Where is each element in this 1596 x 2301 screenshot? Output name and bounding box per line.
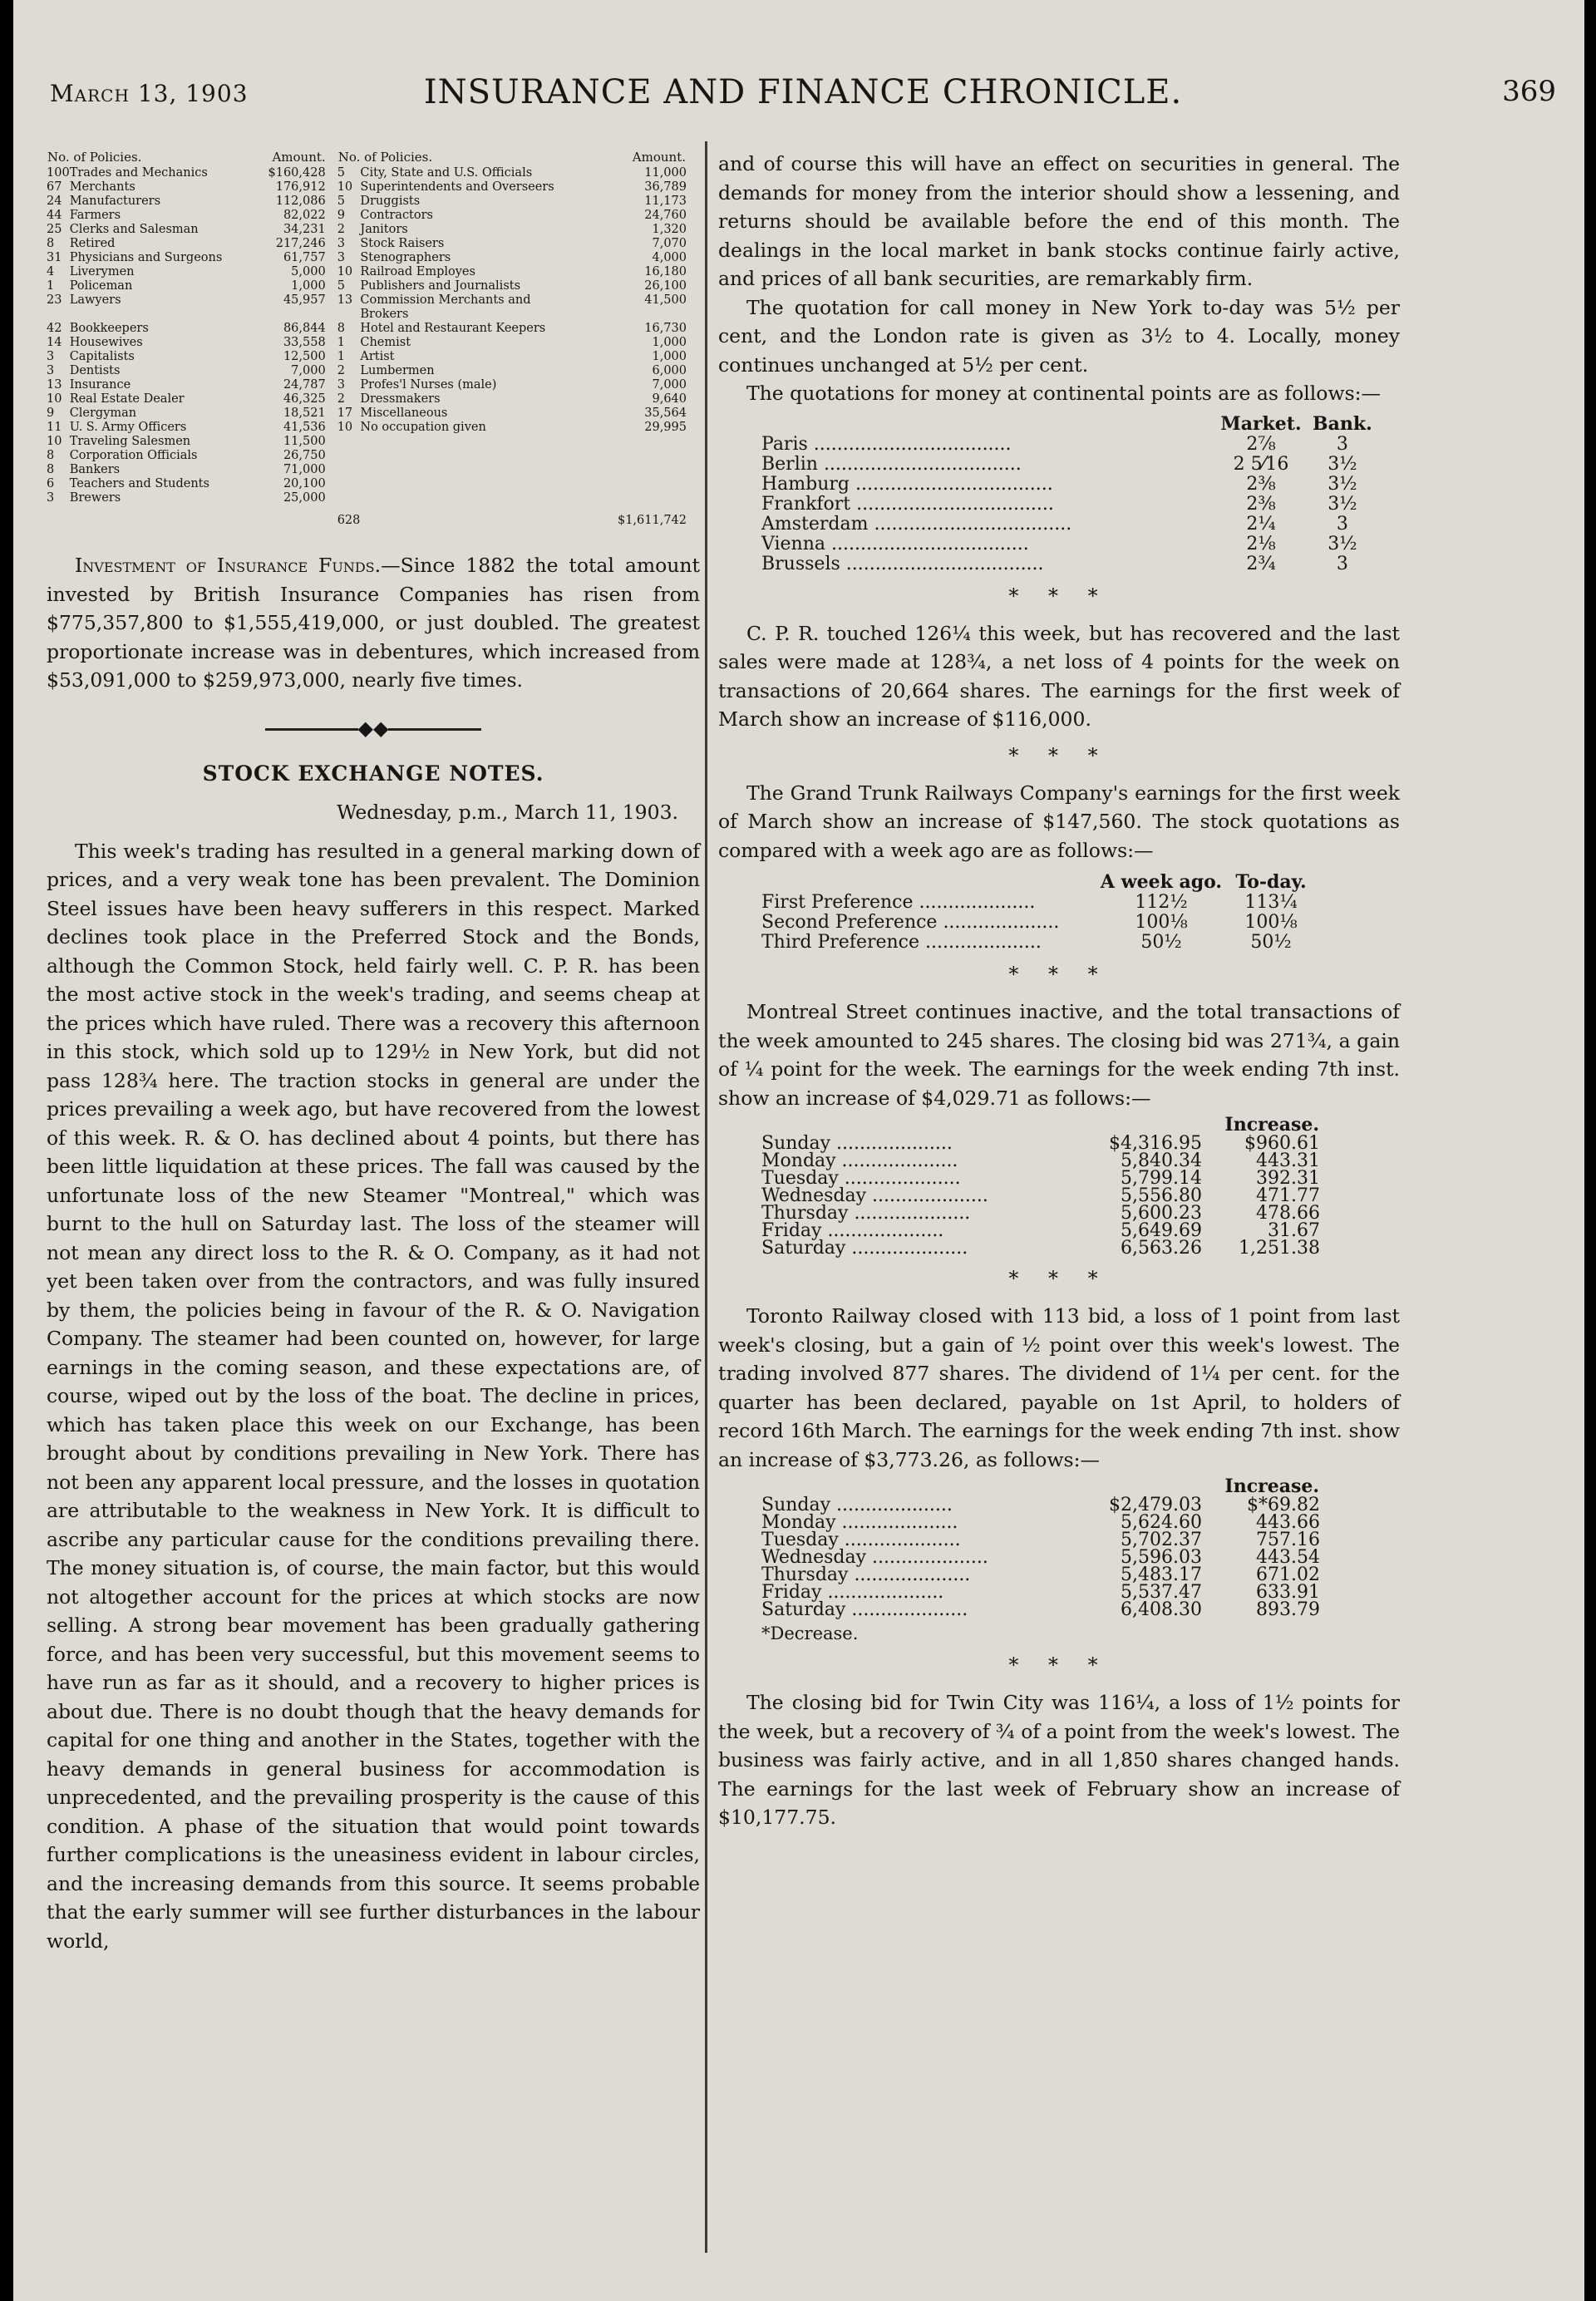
para-call-money: The quotation for call money in New York to-day was 5½ per cent, and the London rate is given as 3½ to 4. Locally, money continues unchanged at 5½ per cent. [718, 295, 1400, 377]
grand-trunk-table [761, 871, 1313, 953]
page [13, 0, 1584, 2301]
policy-amount: 35,564 [644, 406, 687, 420]
policy-count: 3 [337, 237, 345, 250]
row-value: 5,649.69 [1121, 1220, 1202, 1241]
occupation-row [47, 449, 687, 463]
row-label: Friday .................... [761, 1582, 944, 1603]
policy-count: 11 [47, 421, 62, 434]
policy-count: 1 [47, 279, 55, 293]
policy-count: 13 [337, 293, 353, 307]
policy-count: 8 [47, 463, 55, 476]
occupation-name: Liverymen [69, 265, 135, 278]
policy-amount: 71,000 [283, 463, 326, 476]
row-value: 5,799.14 [1121, 1168, 1202, 1189]
policy-count: 1 [337, 336, 345, 349]
occupations-table [47, 150, 687, 528]
policy-amount: 24,760 [644, 209, 687, 222]
row-label: Sunday .................... [761, 1133, 953, 1154]
row-label: Tuesday .................... [761, 1530, 961, 1550]
policy-count: 13 [47, 378, 62, 392]
policy-amount: $160,428 [268, 166, 326, 180]
rate-row [761, 535, 1373, 554]
policy-count: 1 [337, 350, 345, 363]
row-value: 31.67 [1268, 1220, 1320, 1241]
policy-amount: 7,000 [652, 378, 687, 392]
policy-amount: 61,757 [283, 251, 326, 264]
earnings-row [761, 1152, 1320, 1170]
row-label: Hamburg .................................. [761, 473, 1053, 495]
row-label: Berlin .................................. [761, 453, 1022, 475]
row-label: Amsterdam .................................. [761, 513, 1072, 535]
occupation-name: Dentists [69, 364, 121, 377]
policy-count: 10 [337, 180, 353, 194]
occupation-row [47, 336, 687, 350]
row-value: 3 [1336, 513, 1348, 535]
row-label: Saturday .................... [761, 1599, 968, 1620]
occupation-name: Traveling Salesmen [69, 435, 191, 448]
occupation-row [47, 293, 687, 322]
policy-count: 5 [337, 279, 345, 293]
row-value: $*69.82 [1247, 1495, 1320, 1515]
row-value: 6,563.26 [1121, 1238, 1202, 1259]
occupation-row [47, 421, 687, 435]
occupation-row [47, 195, 687, 209]
policy-count: 5 [337, 195, 345, 208]
earnings-row [761, 1135, 1320, 1152]
occupation-row [47, 463, 687, 477]
row-value: 3½ [1328, 533, 1357, 554]
quotation-row [761, 913, 1313, 933]
row-value: 1,251.38 [1239, 1238, 1320, 1259]
policy-amount: 26,100 [644, 279, 687, 293]
occupation-name: City, State and U.S. Officials [360, 166, 533, 180]
occupation-name: U. S. Army Officers [69, 421, 187, 434]
policy-count: 25 [47, 223, 62, 236]
notes-body: This week's trading has resulted in a general marking down of prices, and a very weak tone has been prevalent. The Dominion Steel issues have been heavy sufferers in this respect. Marked declines took place in the Preferred Stock and the Bonds, although the Common Stock, held fairly well. C. P. R. has been the most active stock in the week's trading, and seems cheap at the prices which have ruled. There was a recovery this afternoon in this stock, which sold up to 129½ in New York, but did not pass 128¾ here. The traction stocks in general are under the prices prevailing a week ago, but have recovered from the lowest of this week. R. & O. has declined about 4 points, but there has been little liquidation at these prices. The fall was caused by the unfortunate loss of the new Steamer "Montreal," which was burnt to the hull on Saturday last. The loss of the steamer will not mean any direct loss to the R. & O. Company, as it had not yet been taken over from the contractors, and was fully insured by them, the policies being in favour of the R. & O. Navigation Company. The steamer had been counted on, however, for large earnings in the coming season, and these expectations are, of course, wiped out by the loss of the boat. The decline in prices, which has taken place this week on our Exchange, has been brought about by conditions prevailing in New York. There has not been any apparent local pressure, and the losses in quotation are attributable to the weakness in New York. It is difficult to ascribe any particular cause for the conditions prevailing there. The money situation is, of course, the main factor, but this would not altogether account for the prices at which stocks are now selling. A strong bear movement has been gradually gathering force, and has been very successful, but this movement seems to have run as far as it should, and a recovery to higher prices is about due. There is no doubt though that the heavy demands for capital for one thing and another in the States, together with the heavy demands in general business for accommodation is unprecedented, and the prevailing prosperity is the cause of this condition. A phase of the situation that would point towards further complications is the uneasiness evident in labour circles, and the increasing demands from this source. It seems probable that the early summer will see further disturbances in the labour world, [47, 839, 700, 1953]
occupation-name: Real Estate Dealer [69, 392, 185, 406]
occupation-name: Lumbermen [360, 364, 435, 377]
occupation-name: Corporation Officials [69, 449, 198, 462]
policy-count: 2 [337, 223, 345, 236]
row-value: 2⅛ [1246, 533, 1276, 554]
row-value: 893.79 [1256, 1599, 1320, 1620]
gt-head-today: To-day. [1235, 871, 1307, 893]
row-value: 471.77 [1256, 1185, 1320, 1206]
occupation-name: Bankers [69, 463, 121, 476]
occ-head-count: No. of Policies. [47, 150, 142, 165]
policy-count: 100 [47, 166, 70, 180]
policy-count: 31 [47, 251, 62, 264]
row-value: 5,702.37 [1121, 1530, 1202, 1550]
occupation-name: Brewers [69, 491, 121, 505]
running-header [50, 70, 1556, 116]
policy-amount: 34,231 [283, 223, 326, 236]
policy-amount: 20,100 [283, 477, 326, 490]
occupation-name: Chemist [360, 336, 411, 349]
occupation-row [47, 435, 687, 449]
tr-head-increase: Increase. [1224, 1476, 1319, 1497]
occupation-name: Publishers and Journalists [360, 279, 521, 293]
policy-amount: 29,995 [644, 421, 687, 434]
policy-amount: 12,500 [283, 350, 326, 363]
occupation-name: Housewives [69, 336, 143, 349]
policy-count: 2 [337, 392, 345, 406]
row-value: $2,479.03 [1109, 1495, 1202, 1515]
row-value: 5,624.60 [1121, 1512, 1202, 1533]
row-value: 633.91 [1256, 1582, 1320, 1603]
decrease-note: *Decrease. [761, 1624, 859, 1643]
occupation-total-row [47, 505, 687, 528]
occupation-row [47, 491, 687, 505]
row-value: 2 5⁄16 [1233, 453, 1289, 475]
occupation-name: Policeman [69, 279, 133, 293]
policy-count: 9 [337, 209, 345, 222]
policy-amount: 217,246 [275, 237, 326, 250]
row-label: Sunday .................... [761, 1495, 953, 1515]
policy-count: 10 [337, 421, 353, 434]
policy-count: 3 [47, 350, 55, 363]
row-value: 3½ [1328, 493, 1357, 515]
section-ornament: ◆◆ [47, 717, 700, 740]
occupation-name: Capitalists [69, 350, 135, 363]
policy-count: 8 [337, 322, 345, 335]
occupation-name: Physicians and Surgeons [69, 251, 223, 264]
para-montreal-street: Montreal Street continues inactive, and the total transactions of the week amounted to 245 shares. The closing bid was 271¾, a gain of ¼ point for the week. The earnings for the week ending 7th inst. show an increase of $4,029.71 as follows:— [718, 1000, 1400, 1110]
page-number: 369 [1502, 75, 1556, 108]
row-value: 443.66 [1256, 1512, 1320, 1533]
row-value: 2⅜ [1246, 473, 1276, 495]
policy-amount: 1,000 [291, 279, 326, 293]
occupation-name: Retired [69, 237, 116, 250]
occupation-name: Dressmakers [360, 392, 441, 406]
row-value: 100⅛ [1135, 912, 1188, 933]
occupation-name: Miscellaneous [360, 406, 448, 420]
policy-count: 3 [337, 378, 345, 392]
journal-title: INSURANCE AND FINANCE CHRONICLE. [423, 73, 1183, 111]
section-heading: STOCK EXCHANGE NOTES. [202, 761, 544, 786]
row-label: Vienna .................................. [761, 533, 1029, 554]
occupation-name: Insurance [69, 378, 131, 392]
occ-head-count-2: No. of Policies. [337, 150, 433, 165]
row-value: 5,483.17 [1121, 1564, 1202, 1585]
row-value: 2¾ [1246, 553, 1276, 574]
rate-row [761, 495, 1373, 515]
policy-count: 5 [337, 166, 345, 180]
occupation-row [47, 237, 687, 251]
separator-stars: * * * [1008, 743, 1110, 767]
earnings-row [761, 1514, 1320, 1531]
occupation-row [47, 378, 687, 392]
rate-row [761, 554, 1373, 574]
row-value: 100⅛ [1244, 912, 1298, 933]
policy-amount: 9,640 [652, 392, 687, 406]
policy-amount: 11,000 [644, 166, 687, 180]
policy-amount: 4,000 [652, 251, 687, 264]
policy-amount: 26,750 [283, 449, 326, 462]
para-grand-trunk: The Grand Trunk Railways Company's earnings for the first week of March show an increase of $147,560. The stock quotations as compared with a week ago are as follows:— [718, 781, 1400, 862]
row-value: 2⅜ [1246, 493, 1276, 515]
row-value: 2¼ [1246, 513, 1276, 535]
occupation-name: Teachers and Students [69, 477, 209, 490]
policy-count: 10 [337, 265, 353, 278]
occupation-name: Merchants [69, 180, 135, 194]
separator-stars: * * * [1008, 1267, 1110, 1290]
occupation-name: Clerks and Salesman [69, 223, 199, 236]
row-label: Wednesday .................... [761, 1185, 988, 1206]
policy-amount: 6,000 [652, 364, 687, 377]
occupation-row [47, 166, 687, 180]
right-column [718, 150, 1400, 1832]
occupation-name: Lawyers [69, 293, 121, 307]
policy-amount: 18,521 [283, 406, 326, 420]
earnings-row [761, 1496, 1320, 1514]
row-value: $960.61 [1244, 1133, 1320, 1154]
policy-count: 9 [47, 406, 55, 420]
row-value: 3 [1336, 433, 1348, 455]
rates-head-bank: Bank. [1313, 412, 1372, 435]
occupation-row [47, 251, 687, 265]
total-count: 628 [337, 514, 361, 527]
dateline: Wednesday, p.m., March 11, 1903. [337, 800, 678, 824]
total-amount: $1,611,742 [617, 514, 687, 527]
row-value: 50½ [1250, 932, 1292, 953]
policy-amount: 41,536 [283, 421, 326, 434]
occupation-name: Farmers [69, 209, 121, 222]
policy-amount: 86,844 [283, 322, 326, 335]
occupation-name: Clergyman [69, 406, 137, 420]
occupation-row [47, 209, 687, 223]
policy-amount: 41,500 [644, 293, 687, 307]
issue-date: March 13, 1903 [50, 80, 249, 107]
row-value: 6,408.30 [1121, 1599, 1202, 1620]
policy-count: 17 [337, 406, 353, 420]
para-twin-city: The closing bid for Twin City was 116¼, a loss of 1½ points for the week, but a recovery of ¾ of a point from the week's lowest. The business was fairly active, and in all 1,850 shares changed hands. The earnings for the last week of February show an increase of $10,177.75. [718, 1691, 1400, 1829]
occupation-row [47, 279, 687, 293]
occupation-name: Profes'l Nurses (male) [360, 378, 497, 392]
policy-amount: 36,789 [644, 180, 687, 194]
montreal-street-earnings-table [761, 1116, 1320, 1257]
row-label: Wednesday .................... [761, 1547, 988, 1568]
row-label: Thursday .................... [761, 1203, 971, 1224]
occupation-name: Manufacturers [69, 195, 161, 208]
policy-amount: 16,180 [644, 265, 687, 278]
rate-row [761, 435, 1373, 455]
gt-head-week-ago: A week ago. [1100, 871, 1223, 893]
row-value: 478.66 [1256, 1203, 1320, 1224]
earnings-row [761, 1601, 1320, 1619]
rate-row [761, 455, 1373, 475]
row-value: 3½ [1328, 453, 1357, 475]
row-label: Thursday .................... [761, 1564, 971, 1585]
para-cpr: C. P. R. touched 126¼ this week, but has recovered and the last sales were made at 128¾, a net loss of 4 points for the week on transactions of 20,664 shares. The earnings for the first week of March show an increase of $116,000. [718, 621, 1400, 731]
row-label: Paris .................................. [761, 433, 1012, 455]
occupation-name: Contractors [360, 209, 433, 222]
earnings-row [761, 1584, 1320, 1601]
quotation-row [761, 893, 1313, 913]
row-label: First Preference .................... [761, 892, 1036, 913]
occupation-name: Artist [360, 350, 395, 363]
row-value: 113¼ [1244, 892, 1298, 913]
investment-text: —Since 1882 the total amount invested by British Insurance Companies has risen from $775,357,800 to $1,555,419,000, or just doubled. The greatest proportionate increase was in debentures, which increased from $53,091,000 to $259,973,000, nearly five times. [47, 554, 700, 692]
policy-amount: 1,000 [652, 350, 687, 363]
policy-count: 3 [337, 251, 345, 264]
earnings-row [761, 1205, 1320, 1222]
row-value: 3½ [1328, 473, 1357, 495]
policy-count: 3 [47, 491, 55, 505]
earnings-row [761, 1531, 1320, 1549]
row-value: 671.02 [1256, 1564, 1320, 1585]
earnings-row [761, 1222, 1320, 1239]
policy-amount: 5,000 [291, 265, 326, 278]
policy-amount: 7,000 [291, 364, 326, 377]
row-value: 5,840.34 [1121, 1150, 1202, 1171]
investment-paragraph [47, 551, 700, 695]
policy-amount: 16,730 [644, 322, 687, 335]
row-label: Monday .................... [761, 1512, 958, 1533]
separator-stars: * * * [1008, 1653, 1110, 1677]
quotation-row [761, 933, 1313, 953]
policy-count: 10 [47, 392, 62, 406]
earnings-row [761, 1549, 1320, 1566]
policy-count: 23 [47, 293, 62, 307]
row-label: Brussels .................................. [761, 553, 1044, 574]
policy-count: 4 [47, 265, 55, 278]
policy-count: 3 [47, 364, 55, 377]
rate-row [761, 475, 1373, 495]
occ-head-amount: Amount. [272, 150, 326, 165]
policy-amount: 11,500 [283, 435, 326, 448]
row-value: 443.31 [1256, 1150, 1320, 1171]
row-value: 5,556.80 [1121, 1185, 1202, 1206]
policy-amount: 1,320 [652, 223, 687, 236]
row-value: 443.54 [1256, 1547, 1320, 1568]
continental-rates-table [761, 413, 1373, 574]
occupation-row [47, 322, 687, 336]
occupation-row [47, 180, 687, 195]
ms-head-increase: Increase. [1224, 1114, 1319, 1136]
policy-count: 8 [47, 237, 55, 250]
earnings-row [761, 1566, 1320, 1584]
policy-amount: 11,173 [644, 195, 687, 208]
occupation-name: No occupation given [360, 421, 486, 434]
policy-count: 8 [47, 449, 55, 462]
policy-amount: 112,086 [275, 195, 326, 208]
row-label: Third Preference .................... [761, 932, 1042, 953]
policy-amount: 82,022 [283, 209, 326, 222]
policy-count: 67 [47, 180, 62, 194]
row-value: 112½ [1135, 892, 1188, 913]
policy-count: 6 [47, 477, 55, 490]
occupation-name: Hotel and Restaurant Keepers [360, 322, 546, 335]
row-label: Second Preference .................... [761, 912, 1060, 933]
row-label: Monday .................... [761, 1150, 958, 1171]
policy-amount: 45,957 [283, 293, 326, 307]
occupation-name: Stenographers [360, 251, 451, 264]
policy-count: 24 [47, 195, 62, 208]
occupation-name: Druggists [360, 195, 421, 208]
row-label: Friday .................... [761, 1220, 944, 1241]
policy-count: 10 [47, 435, 62, 448]
policy-count: 2 [337, 364, 345, 377]
occupation-name: Bookkeepers [69, 322, 149, 335]
policy-amount: 1,000 [652, 336, 687, 349]
earnings-row [761, 1239, 1320, 1257]
rate-row [761, 515, 1373, 535]
occupation-name: Trades and Mechanics [69, 166, 208, 180]
policy-amount: 46,325 [283, 392, 326, 406]
toronto-railway-earnings-table [761, 1477, 1320, 1619]
row-value: 5,596.03 [1121, 1547, 1202, 1568]
policy-count: 42 [47, 322, 62, 335]
occupation-row [47, 406, 687, 421]
row-label: Frankfort .................................. [761, 493, 1054, 515]
occupation-row [47, 223, 687, 237]
separator-stars: * * * [1008, 963, 1110, 986]
occupation-name: Commission Merchants and Brokers [360, 293, 531, 321]
earnings-row [761, 1187, 1320, 1205]
occupation-name: Superintendents and Overseers [360, 180, 554, 194]
left-column [47, 150, 700, 1955]
investment-lead: Investment of Insurance Funds. [75, 554, 382, 577]
para-continued: and of course this will have an effect on securities in general. The demands for money from the interior should show a lessening, and returns should be available before the end of this month. The dealings in the local market in bank stocks continue fairly active, and prices of all bank securities, are remarkably firm. [718, 152, 1400, 290]
row-value: 5,537.47 [1121, 1582, 1202, 1603]
occupation-row [47, 392, 687, 406]
policy-amount: 25,000 [283, 491, 326, 505]
para-toronto-railway: Toronto Railway closed with 113 bid, a loss of 1 point from last week's closing, but a gain of ½ point over this week's lowest. The trading involved 877 shares. The dividend of 1¼ per cent. for the quarter has been declared, payable on 1st April, to holders of record 16th March. The earnings for the week ending 7th inst. show an increase of $3,773.26, as follows:— [718, 1304, 1400, 1471]
earnings-row [761, 1170, 1320, 1187]
occupation-name: Railroad Employes [360, 265, 475, 278]
rates-head-market: Market. [1220, 412, 1302, 435]
policy-amount: 33,558 [283, 336, 326, 349]
column-rule [705, 141, 707, 2253]
row-value: 392.31 [1256, 1168, 1320, 1189]
occupation-name: Stock Raisers [360, 237, 445, 250]
row-label: Tuesday .................... [761, 1168, 961, 1189]
occupation-row [47, 350, 687, 364]
occupation-row [47, 265, 687, 279]
occ-head-amount-2: Amount. [632, 150, 686, 165]
policy-count: 14 [47, 336, 62, 349]
row-value: 757.16 [1256, 1530, 1320, 1550]
occupation-row [47, 364, 687, 378]
occupation-row [47, 477, 687, 491]
row-value: 2⅞ [1246, 433, 1276, 455]
row-label: Saturday .................... [761, 1238, 968, 1259]
para-continental: The quotations for money at continental points are as follows:— [746, 382, 1382, 405]
occupation-name: Janitors [360, 223, 408, 236]
row-value: 5,600.23 [1121, 1203, 1202, 1224]
row-value: 50½ [1140, 932, 1182, 953]
policy-amount: 176,912 [275, 180, 326, 194]
policy-amount: 24,787 [283, 378, 326, 392]
row-value: $4,316.95 [1109, 1133, 1202, 1154]
policy-count: 44 [47, 209, 62, 222]
policy-amount: 7,070 [652, 237, 687, 250]
separator-stars: * * * [1008, 584, 1110, 608]
row-value: 3 [1336, 553, 1348, 574]
